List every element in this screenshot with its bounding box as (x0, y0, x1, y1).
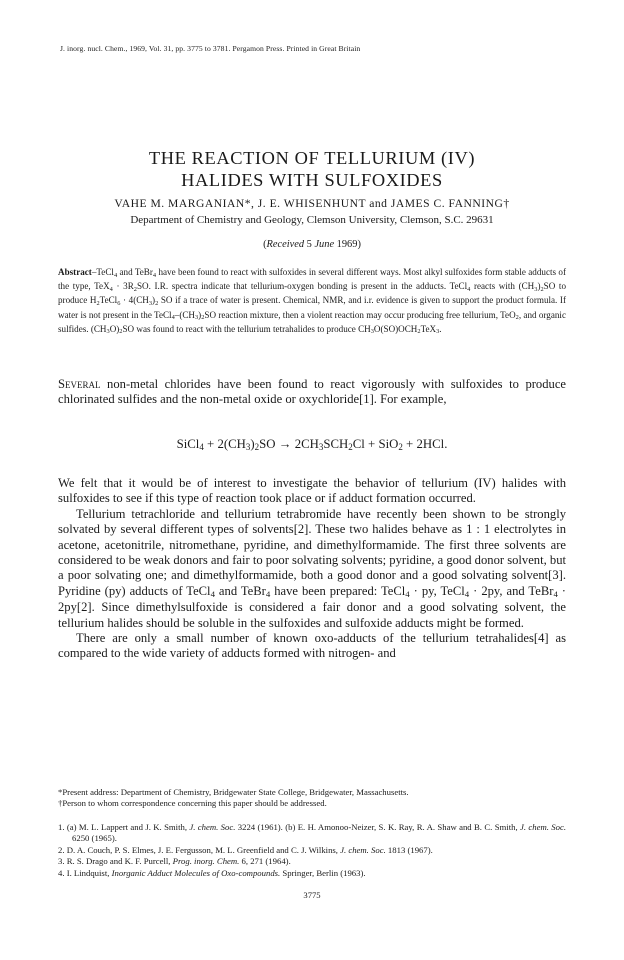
affiliation: Department of Chemistry and Geology, Clemson University, Clemson, S.C. 29631 (130, 214, 494, 226)
journal-citation-header: J. inorg. nucl. Chem., 1969, Vol. 31, pp. 3775 to 3781. Pergamon Press. Printed in Great Britain (60, 44, 361, 53)
footnotes (58, 787, 566, 810)
paragraph-solvation: Tellurium tetrachloride and tellurium tetrabromide have recently been shown to be strongly solvated by several different types of solvents[2]. These two halides behave as 1 : 1 electrolytes in acetone, acetonitrile, nitromethane, pyridine, and dimethylformamide. The first three solvents are considered to be weak donors and fair to poor solvating solvents; pyridine, a good donor solvent, but a poor solvating one; and dimethylformamide, both a good donor and a good solvating solvent[3]. Pyridine (py) adducts of TeCl$_4$ and TeBr$_4$ have been prepared: TeCl$_4$ · py, TeCl$_4$ · 2py, and TeBr$_4$ · 2py[2]. Since dimethylsulfoxide is considered a fair donor and a good solvating solvent, the tellurium halides should be soluble in the sulfoxides and sulfoxide adducts might be formed. (58, 506, 567, 630)
received-date: (Received 5 June 1969) (263, 239, 361, 250)
body-text (58, 476, 566, 662)
equation-sicl4: SiCl$_4$ + $2(CH_3)_2SO \to 2CH_3SCH_2Cl + SiO_2 + 2HCl$. (176, 437, 448, 453)
abstract: Abstract–TeCl$_4$ and TeBr$_4$ have been found to react with sulfoxides in several different ways. Most alkyl sulfoxides form stable adducts of the type, $TeX_4 \cdot 3R_2SO$. I.R. spectra indicate that tellurium-oxygen bonding is present in the adducts. TeCl$_4$ reacts with $(CH_3)_2SO$ to produce $H_2TeCl_6 \cdot 4(CH_3)_2$ SO if a trace of water is present. Chemical, NMR, and i.r. evidence is given to support the product formula. If water is not present in the $TeCl_4-(CH_3)_2SO$ reaction mixture, then a violent reaction may occur producing free tellurium, TeO$_2$, and organic sulfides. $(CH_3O)_2SO$ was found to react with the tellurium tetrahalides to produce $CH_3O(SO)OCH_2TeX_3$. (58, 267, 566, 336)
footnote-correspondence: †Person to whom correspondence concerning this paper should be addressed. (58, 798, 327, 809)
author-list: VAHE M. MARGANIAN*, J. E. WHISENHUNT and JAMES C. FANNING† (114, 197, 510, 210)
reference-3: 3. R. S. Drago and K. F. Purcell, Prog. inorg. Chem. 6, 271 (1964). (58, 856, 291, 867)
reference-2: 2. D. A. Couch, P. S. Elmes, J. E. Fergusson, M. L. Greenfield and C. J. Wilkins, J. chem. Soc. 1813 (1967). (58, 844, 433, 855)
paragraph-motivation: We felt that it would be of interest to investigate the behavior of tellurium (IV) halides with sulfoxides to see if this type of reaction took place or if adduct formation occurred. (58, 476, 566, 506)
footnote-present-address: *Present address: Department of Chemistry, Bridgewater State College, Bridgewater, Massachusetts. (58, 787, 409, 797)
paper-title-line-1: THE REACTION OF TELLURIUM (IV) (148, 148, 476, 168)
abstract-label: Abstract (58, 267, 92, 277)
paper-title-line-2: HALIDES WITH SULFOXIDES (181, 170, 443, 190)
reference-list (58, 822, 566, 879)
reference-1: 1. (a) M. L. Lappert and J. K. Smith, J. chem. Soc. 3224 (1961). (b) E. H. Amonoo-Neizer, S. K. Ray, R. A. Shaw and B. C. Smith, J. chem. Soc. 6250 (1965). (58, 822, 566, 844)
page-number: 3775 (303, 890, 321, 900)
paragraph-intro: Several non-metal chlorides have been found to react vigorously with sulfoxides to produce chlorinated sulfides and the non-metal oxide or oxychloride[1]. For example, (58, 377, 566, 407)
reference-4: 4. I. Lindquist, Inorganic Adduct Molecules of Oxo-compounds. Springer, Berlin (1963). (58, 867, 366, 878)
paragraph-oxo-adducts: There are only a small number of known oxo-adducts of the tellurium tetrahalides[4] as compared to the wide variety of adducts formed with nitrogen- and (58, 631, 566, 661)
